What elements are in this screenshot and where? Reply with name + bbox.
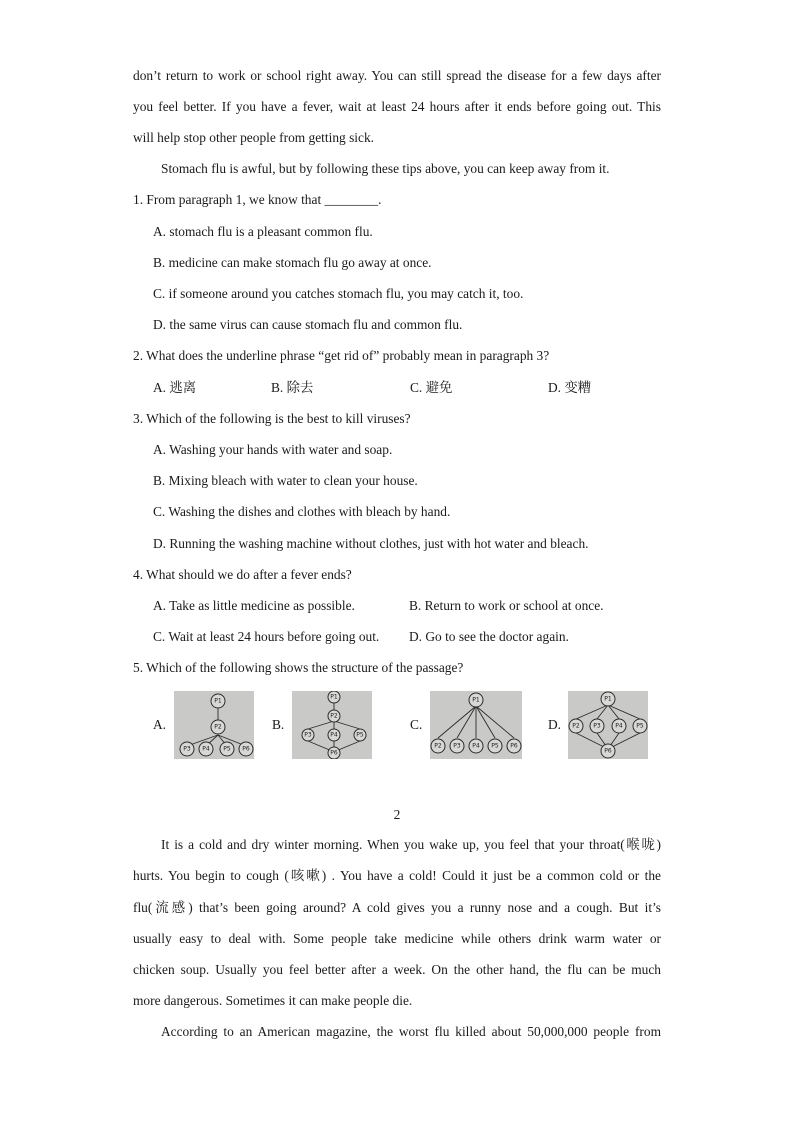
question-5-label-a: A. [153,717,167,732]
node-label: P6 [510,742,518,750]
question-2-option-b: B. 除去 [271,380,314,395]
passage2-line-2: hurts. You begin to cough (咳嗽) . You have a cold! Could it just be a common cold or the [133,868,661,883]
node-label: P3 [304,731,312,739]
question-4-stem: 4. What should we do after a fever ends? [133,567,352,582]
passage1-line-3: will help stop other people from getting sick. [133,130,374,145]
passage2-line-7: According to an American magazine, the worst flu killed about 50,000,000 people from [161,1024,661,1039]
passage2-line-4: usually easy to deal with. Some people take medicine while others drink warm water or [133,931,661,946]
node-label: P3 [183,745,191,753]
node-label: P6 [604,747,612,755]
question-5-label-c: C. [410,717,423,732]
question-1-option-c: C. if someone around you catches stomach flu, you may catch it, too. [153,286,524,301]
node-label: P1 [214,697,222,705]
question-5-label-d: D. [548,717,562,732]
question-1-stem: 1. From paragraph 1, we know that ________. [133,192,382,207]
node-label: P4 [472,742,480,750]
node-label: P1 [472,696,480,704]
passage2-line-5: chicken soup. Usually you feel better after a week. On the other hand, the flu can be much [133,962,661,977]
node-label: P4 [615,722,623,730]
structure-diagram-a [174,691,254,759]
question-3-option-a: A. Washing your hands with water and soap. [153,442,393,457]
question-4-option-d: D. Go to see the doctor again. [409,629,569,644]
node-label: P2 [214,723,222,731]
node-label: P3 [593,722,601,730]
question-1-option-a: A. stomach flu is a pleasant common flu. [153,224,373,239]
node-label: P6 [242,745,250,753]
node-label: P2 [434,742,442,750]
passage2-line-1: It is a cold and dry winter morning. When you wake up, you feel that your throat(喉咙) [161,837,661,852]
node-label: P5 [491,742,499,750]
question-1-option-b: B. medicine can make stomach flu go away at once. [153,255,432,270]
question-3-option-d: D. Running the washing machine without clothes, just with hot water and bleach. [153,536,589,551]
passage1-line-2: you feel better. If you have a fever, wait at least 24 hours after it ends before going out. This [133,99,661,114]
node-label: P4 [202,745,210,753]
passage1-conclusion: Stomach flu is awful, but by following these tips above, you can keep away from it. [161,161,610,176]
node-label: P1 [330,693,338,701]
question-2-option-d: D. 变糟 [548,380,592,395]
question-4-option-c: C. Wait at least 24 hours before going out. [153,629,380,644]
structure-diagram-c [430,691,522,759]
node-label: P3 [453,742,461,750]
section-number: 2 [393,807,401,822]
node-label: P5 [356,731,364,739]
question-2-stem: 2. What does the underline phrase “get rid of” probably mean in paragraph 3? [133,348,550,363]
question-3-option-c: C. Washing the dishes and clothes with bleach by hand. [153,504,451,519]
node-label: P5 [223,745,231,753]
passage2-line-6: more dangerous. Sometimes it can make people die. [133,993,413,1008]
question-1-option-d: D. the same virus can cause stomach flu and common flu. [153,317,463,332]
structure-diagram-d [568,691,648,759]
passage1-line-1: don’t return to work or school right away. You can still spread the disease for a few days after [133,68,661,83]
question-3-stem: 3. Which of the following is the best to kill viruses? [133,411,411,426]
question-4-option-b: B. Return to work or school at once. [409,598,604,613]
question-5-stem: 5. Which of the following shows the structure of the passage? [133,660,464,675]
passage2-line-3: flu(流感) that’s been going around? A cold gives you a runny nose and a cough. But it’s [133,900,661,915]
node-label: P4 [330,731,338,739]
node-label: P6 [330,749,338,757]
structure-diagram-b [292,691,372,759]
node-label: P5 [636,722,644,730]
question-2-option-a: A. 逃离 [153,380,197,395]
node-label: P1 [604,695,612,703]
node-label: P2 [330,712,338,720]
question-5-label-b: B. [272,717,285,732]
question-2-option-c: C. 避免 [410,380,453,395]
question-3-option-b: B. Mixing bleach with water to clean your house. [153,473,418,488]
node-label: P2 [572,722,580,730]
question-4-option-a: A. Take as little medicine as possible. [153,598,355,613]
